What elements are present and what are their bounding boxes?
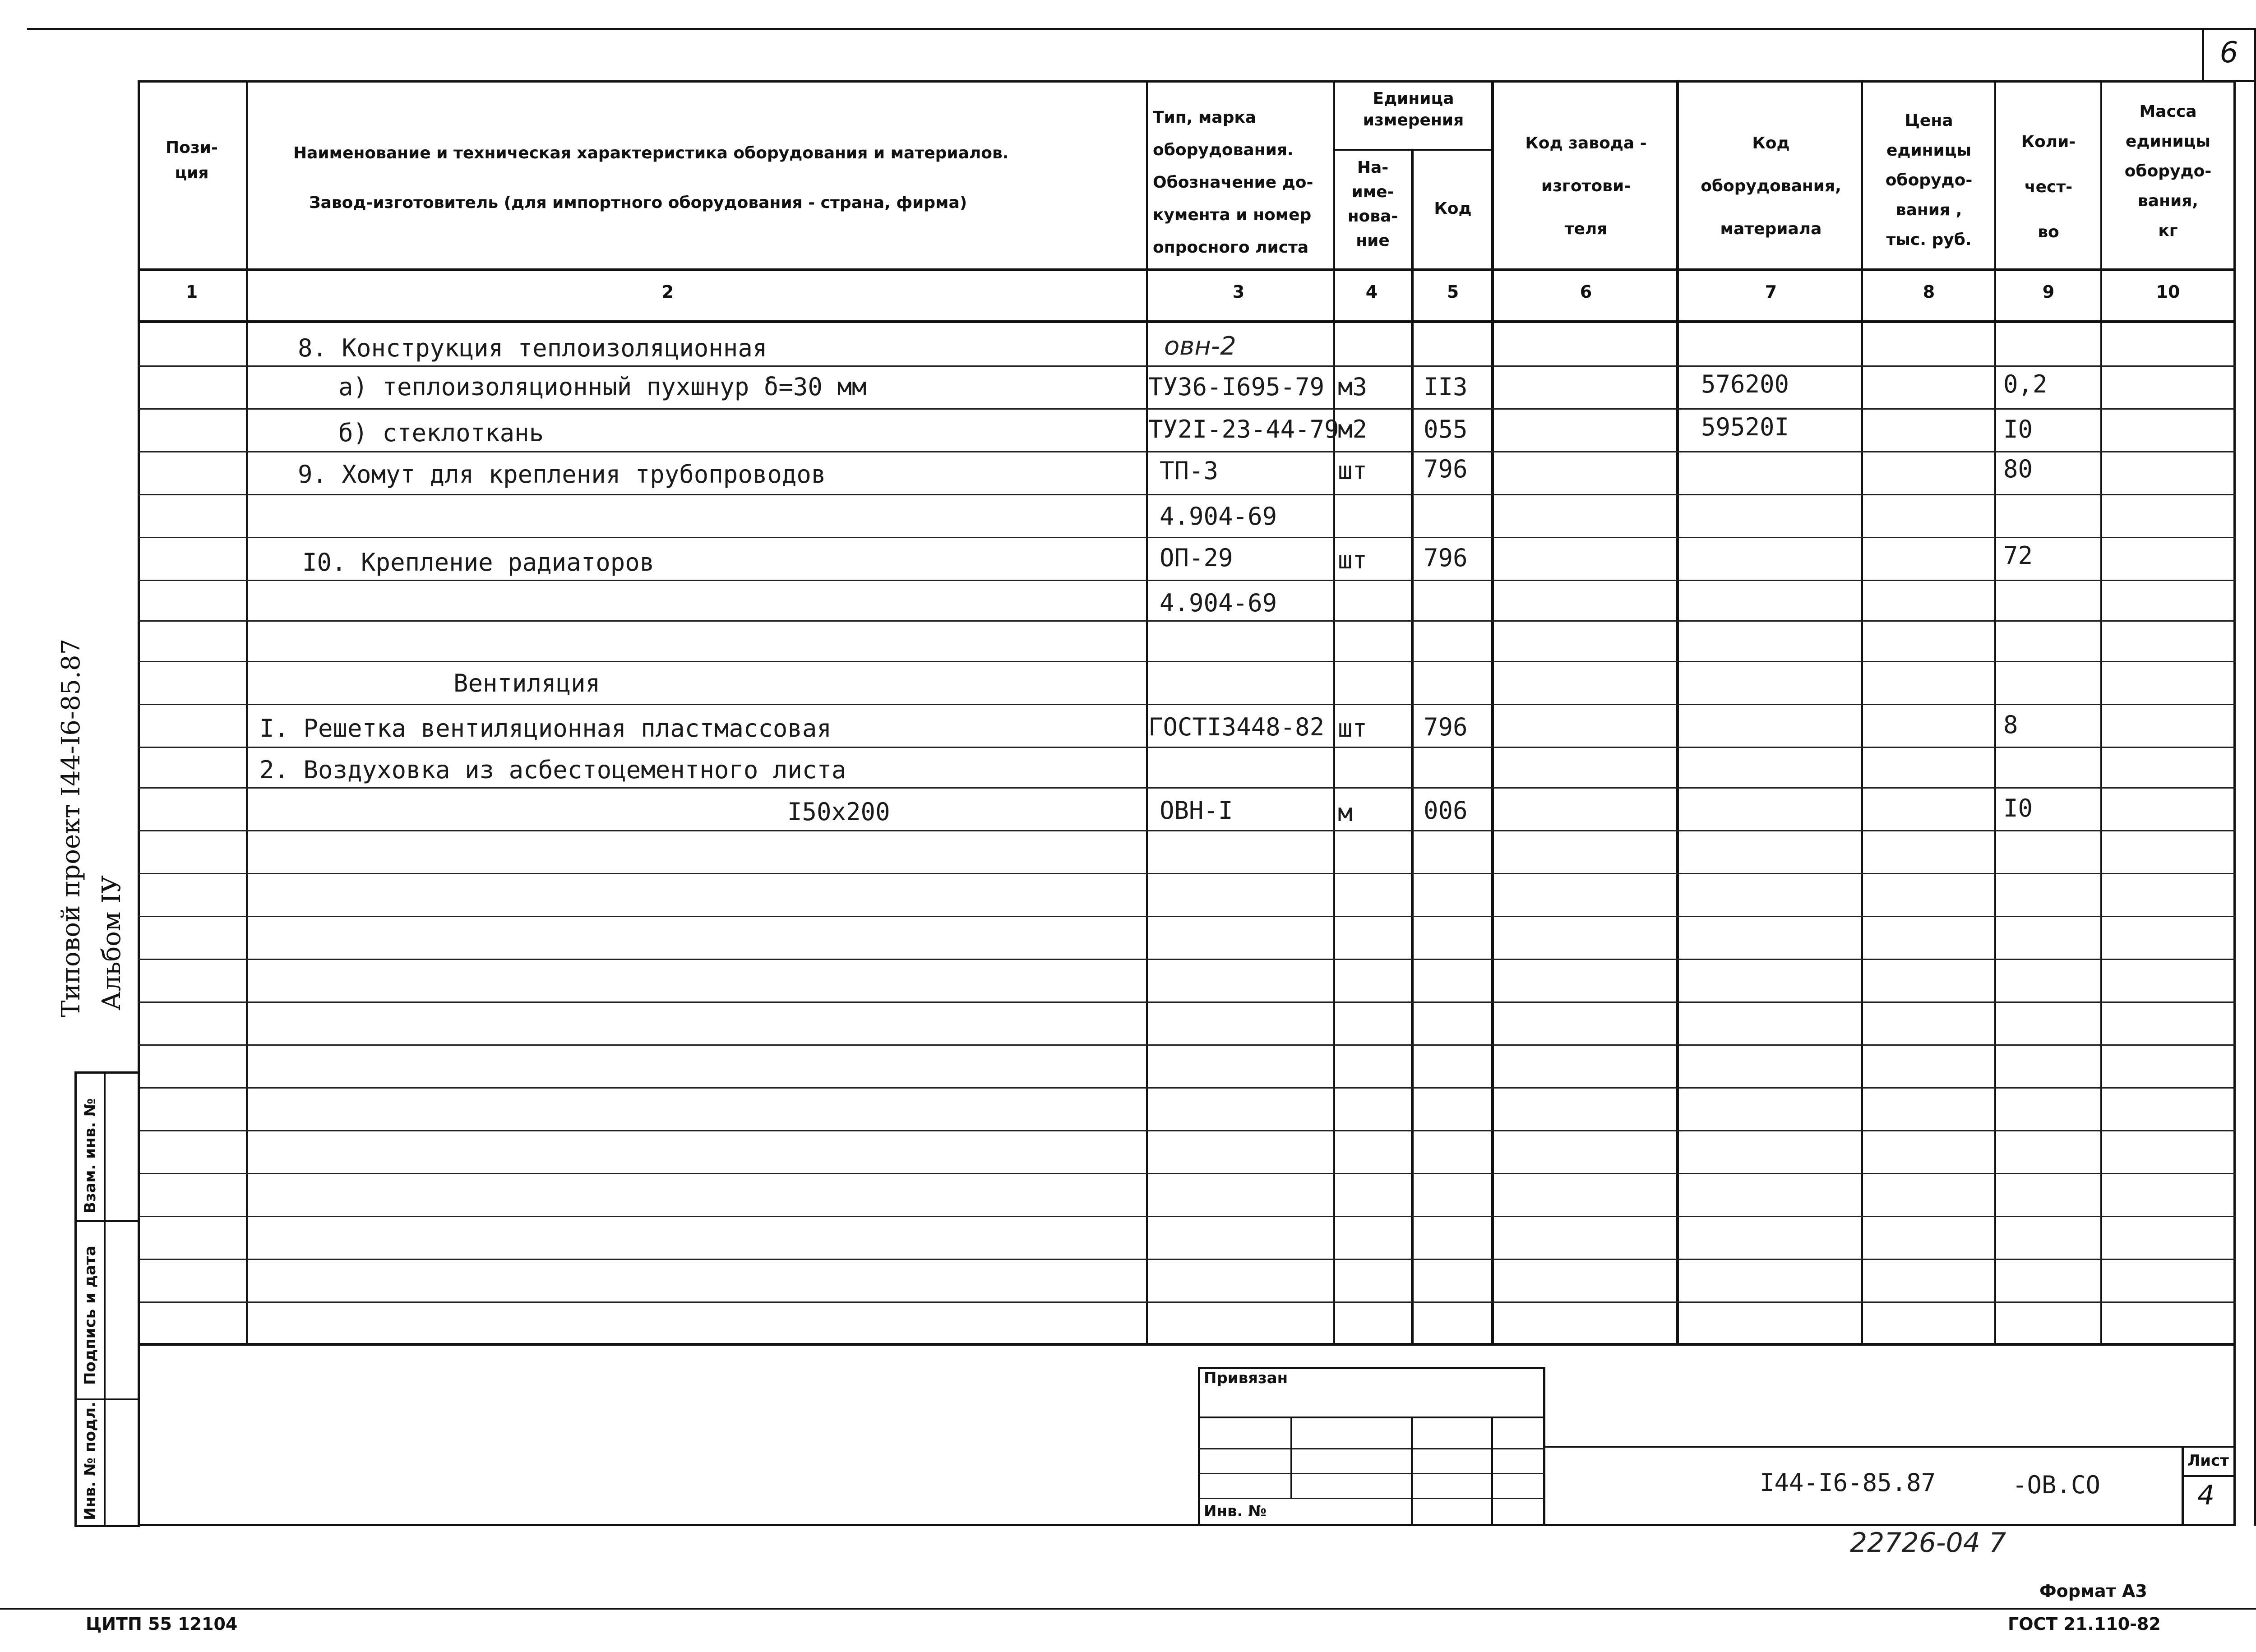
col-number: 10 bbox=[2156, 282, 2180, 302]
archive-number: 22726-04 7 bbox=[1850, 1527, 2006, 1559]
header-col6: Код завода - изготови- теля bbox=[1525, 134, 1647, 238]
citp-label: ЦИТП 55 12104 bbox=[86, 1614, 238, 1634]
row-qty: I0 bbox=[2003, 794, 2033, 822]
doc-code: I44-I6-85.87 bbox=[1760, 1468, 1936, 1497]
row-divider bbox=[138, 1001, 2236, 1003]
header-bottom-line bbox=[138, 268, 2236, 271]
privyazan-line bbox=[1198, 1448, 1545, 1449]
list-value: 4 bbox=[2197, 1480, 2215, 1511]
privyazan-line bbox=[1198, 1473, 1545, 1474]
row-qty: 80 bbox=[2003, 455, 2033, 483]
row-divider bbox=[138, 365, 2236, 367]
row-qty: I0 bbox=[2003, 415, 2033, 443]
sheet-right-border bbox=[2254, 28, 2256, 1526]
bottom-rule bbox=[0, 1608, 2256, 1610]
row-mat-code: 59520I bbox=[1701, 413, 1789, 441]
row-type: овн-2 bbox=[1164, 332, 1236, 361]
left-stamp-divider bbox=[104, 1071, 106, 1527]
header-col4: На- име- нова- ние bbox=[1347, 158, 1398, 250]
privyazan-divider bbox=[1411, 1417, 1413, 1526]
number-row-bottom-line bbox=[138, 320, 2236, 323]
col-number: 8 bbox=[1923, 282, 1935, 302]
inv-no-label: Инв. № bbox=[1204, 1502, 1267, 1520]
row-name: I. Решетка вентиляционная пластмассовая bbox=[259, 714, 832, 743]
row-qty: 8 bbox=[2003, 711, 2018, 739]
row-code: 055 bbox=[1424, 415, 1468, 443]
project-title: Типовой проект I44-I6-85.87 bbox=[56, 638, 86, 1017]
header-col5: Код bbox=[1434, 199, 1472, 218]
page-number: 6 bbox=[2219, 36, 2238, 69]
header-col9: Коли- чест- во bbox=[2021, 133, 2076, 241]
row-type: 4.904-69 bbox=[1160, 502, 1277, 531]
row-divider bbox=[138, 873, 2236, 874]
row-unit: шт bbox=[1338, 714, 1368, 743]
left-stamp-line bbox=[74, 1220, 140, 1222]
col-line-5 bbox=[1491, 80, 1494, 1346]
row-unit: шт bbox=[1338, 457, 1368, 485]
header-col7: Код оборудования, материала bbox=[1701, 134, 1841, 238]
row-divider bbox=[138, 1259, 2236, 1260]
privyazan-label: Привязан bbox=[1204, 1369, 1288, 1387]
col-number: 1 bbox=[185, 282, 198, 302]
privyazan-line bbox=[1198, 1417, 1545, 1418]
row-name: I50x200 bbox=[787, 798, 890, 826]
row-divider bbox=[138, 580, 2236, 581]
row-type: ГОСТI3448-82 bbox=[1148, 713, 1325, 741]
row-name: 8. Конструкция теплоизоляционная bbox=[298, 334, 767, 362]
header-col8: Цена единицы оборудо- вания , тыс. руб. bbox=[1885, 111, 1973, 249]
row-name: а) теплоизоляционный пухшнур δ=30 мм bbox=[338, 373, 867, 401]
row-unit: м2 bbox=[1338, 415, 1368, 443]
table-body-bottom-line bbox=[138, 1343, 2236, 1346]
row-divider bbox=[138, 704, 2236, 705]
podpis-data-label: Подпись и дата bbox=[81, 1246, 99, 1385]
row-qty: 0,2 bbox=[2003, 370, 2048, 398]
col-number: 7 bbox=[1765, 282, 1777, 302]
col-number: 3 bbox=[1232, 282, 1245, 302]
row-unit: м3 bbox=[1338, 373, 1368, 401]
row-unit: шт bbox=[1338, 546, 1368, 574]
format-label: Формат А3 bbox=[2039, 1581, 2147, 1601]
row-code: 796 bbox=[1424, 713, 1468, 741]
section-title: Вентиляция bbox=[453, 669, 601, 697]
row-name: 9. Хомут для крепления трубопроводов bbox=[298, 460, 826, 489]
row-type: ОВН-I bbox=[1160, 796, 1233, 825]
inv-podl-label: Инв. № подл. bbox=[81, 1401, 99, 1520]
row-divider bbox=[138, 1044, 2236, 1046]
row-code: II3 bbox=[1424, 373, 1468, 401]
col-number: 9 bbox=[2042, 282, 2055, 302]
list-label: Лист bbox=[2187, 1452, 2229, 1470]
row-name: 2. Воздуховка из асбестоцементного листа bbox=[259, 756, 846, 784]
row-unit: м bbox=[1338, 798, 1353, 827]
row-divider bbox=[138, 494, 2236, 495]
row-type: 4.904-69 bbox=[1160, 589, 1277, 617]
privyazan-divider bbox=[1290, 1417, 1292, 1498]
list-box-line bbox=[2182, 1475, 2236, 1477]
row-divider bbox=[138, 747, 2236, 748]
row-divider bbox=[138, 1173, 2236, 1174]
row-divider bbox=[138, 830, 2236, 831]
col-line-9 bbox=[2100, 80, 2102, 1346]
row-type: ОП-29 bbox=[1160, 544, 1233, 572]
row-type: ТУ36-I695-79 bbox=[1148, 373, 1325, 401]
header-col3: Тип, марка оборудования. Обозначение до- кумента и номер опросного листа bbox=[1153, 108, 1313, 257]
gost-label: ГОСТ 21.110-82 bbox=[2008, 1614, 2161, 1634]
row-code: 796 bbox=[1424, 544, 1468, 572]
row-code: 006 bbox=[1424, 796, 1468, 825]
col-line-7 bbox=[1861, 80, 1863, 1346]
doc-suffix: -ОВ.СО bbox=[2012, 1471, 2101, 1499]
col-number: 4 bbox=[1365, 282, 1378, 302]
row-code: 796 bbox=[1424, 455, 1468, 483]
row-divider bbox=[138, 1301, 2236, 1303]
row-type: ТП-3 bbox=[1160, 457, 1219, 485]
col-number: 2 bbox=[661, 282, 674, 302]
row-divider bbox=[138, 661, 2236, 662]
row-divider bbox=[138, 1087, 2236, 1089]
row-divider bbox=[138, 620, 2236, 622]
row-mat-code: 576200 bbox=[1701, 370, 1789, 398]
row-divider bbox=[138, 959, 2236, 960]
left-stamp-line bbox=[74, 1398, 140, 1400]
col-line-6 bbox=[1676, 80, 1679, 1346]
header-col1: Пози- ция bbox=[166, 138, 218, 182]
col-line-1 bbox=[246, 80, 248, 1346]
row-divider bbox=[138, 451, 2236, 452]
col-line-2 bbox=[1146, 80, 1148, 1346]
row-qty: 72 bbox=[2003, 541, 2033, 570]
privyazan-divider bbox=[1491, 1417, 1493, 1526]
vzam-inv-label: Взам. инв. № bbox=[81, 1098, 99, 1214]
row-divider bbox=[138, 1216, 2236, 1217]
privyazan-line bbox=[1198, 1498, 1545, 1499]
row-type: ТУ2I-23-44-79 bbox=[1148, 415, 1339, 443]
row-divider bbox=[138, 408, 2236, 410]
header-unit-group: Единица измерения bbox=[1363, 89, 1464, 129]
header-col2: Наименование и техническая характеристика оборудования и материалов. Завод-изготовитель (для импортного оборудования - страна, фирма) bbox=[293, 144, 1009, 212]
header-col10: Масса единицы оборудо- вания, кг bbox=[2124, 102, 2212, 240]
row-name: б) стеклоткань bbox=[338, 419, 544, 447]
row-name: I0. Крепление радиаторов bbox=[302, 548, 655, 577]
row-divider bbox=[138, 537, 2236, 538]
sheet-top-border bbox=[27, 28, 2256, 30]
col-line-8 bbox=[1994, 80, 1996, 1346]
title-block-top-line bbox=[1545, 1446, 2236, 1448]
col-number: 5 bbox=[1447, 282, 1459, 302]
col-line-3 bbox=[1333, 80, 1335, 1346]
row-divider bbox=[138, 916, 2236, 917]
row-divider bbox=[138, 787, 2236, 789]
row-divider bbox=[138, 1130, 2236, 1131]
album-title: Альбом IУ bbox=[97, 875, 126, 1011]
col-number: 6 bbox=[1580, 282, 1592, 302]
